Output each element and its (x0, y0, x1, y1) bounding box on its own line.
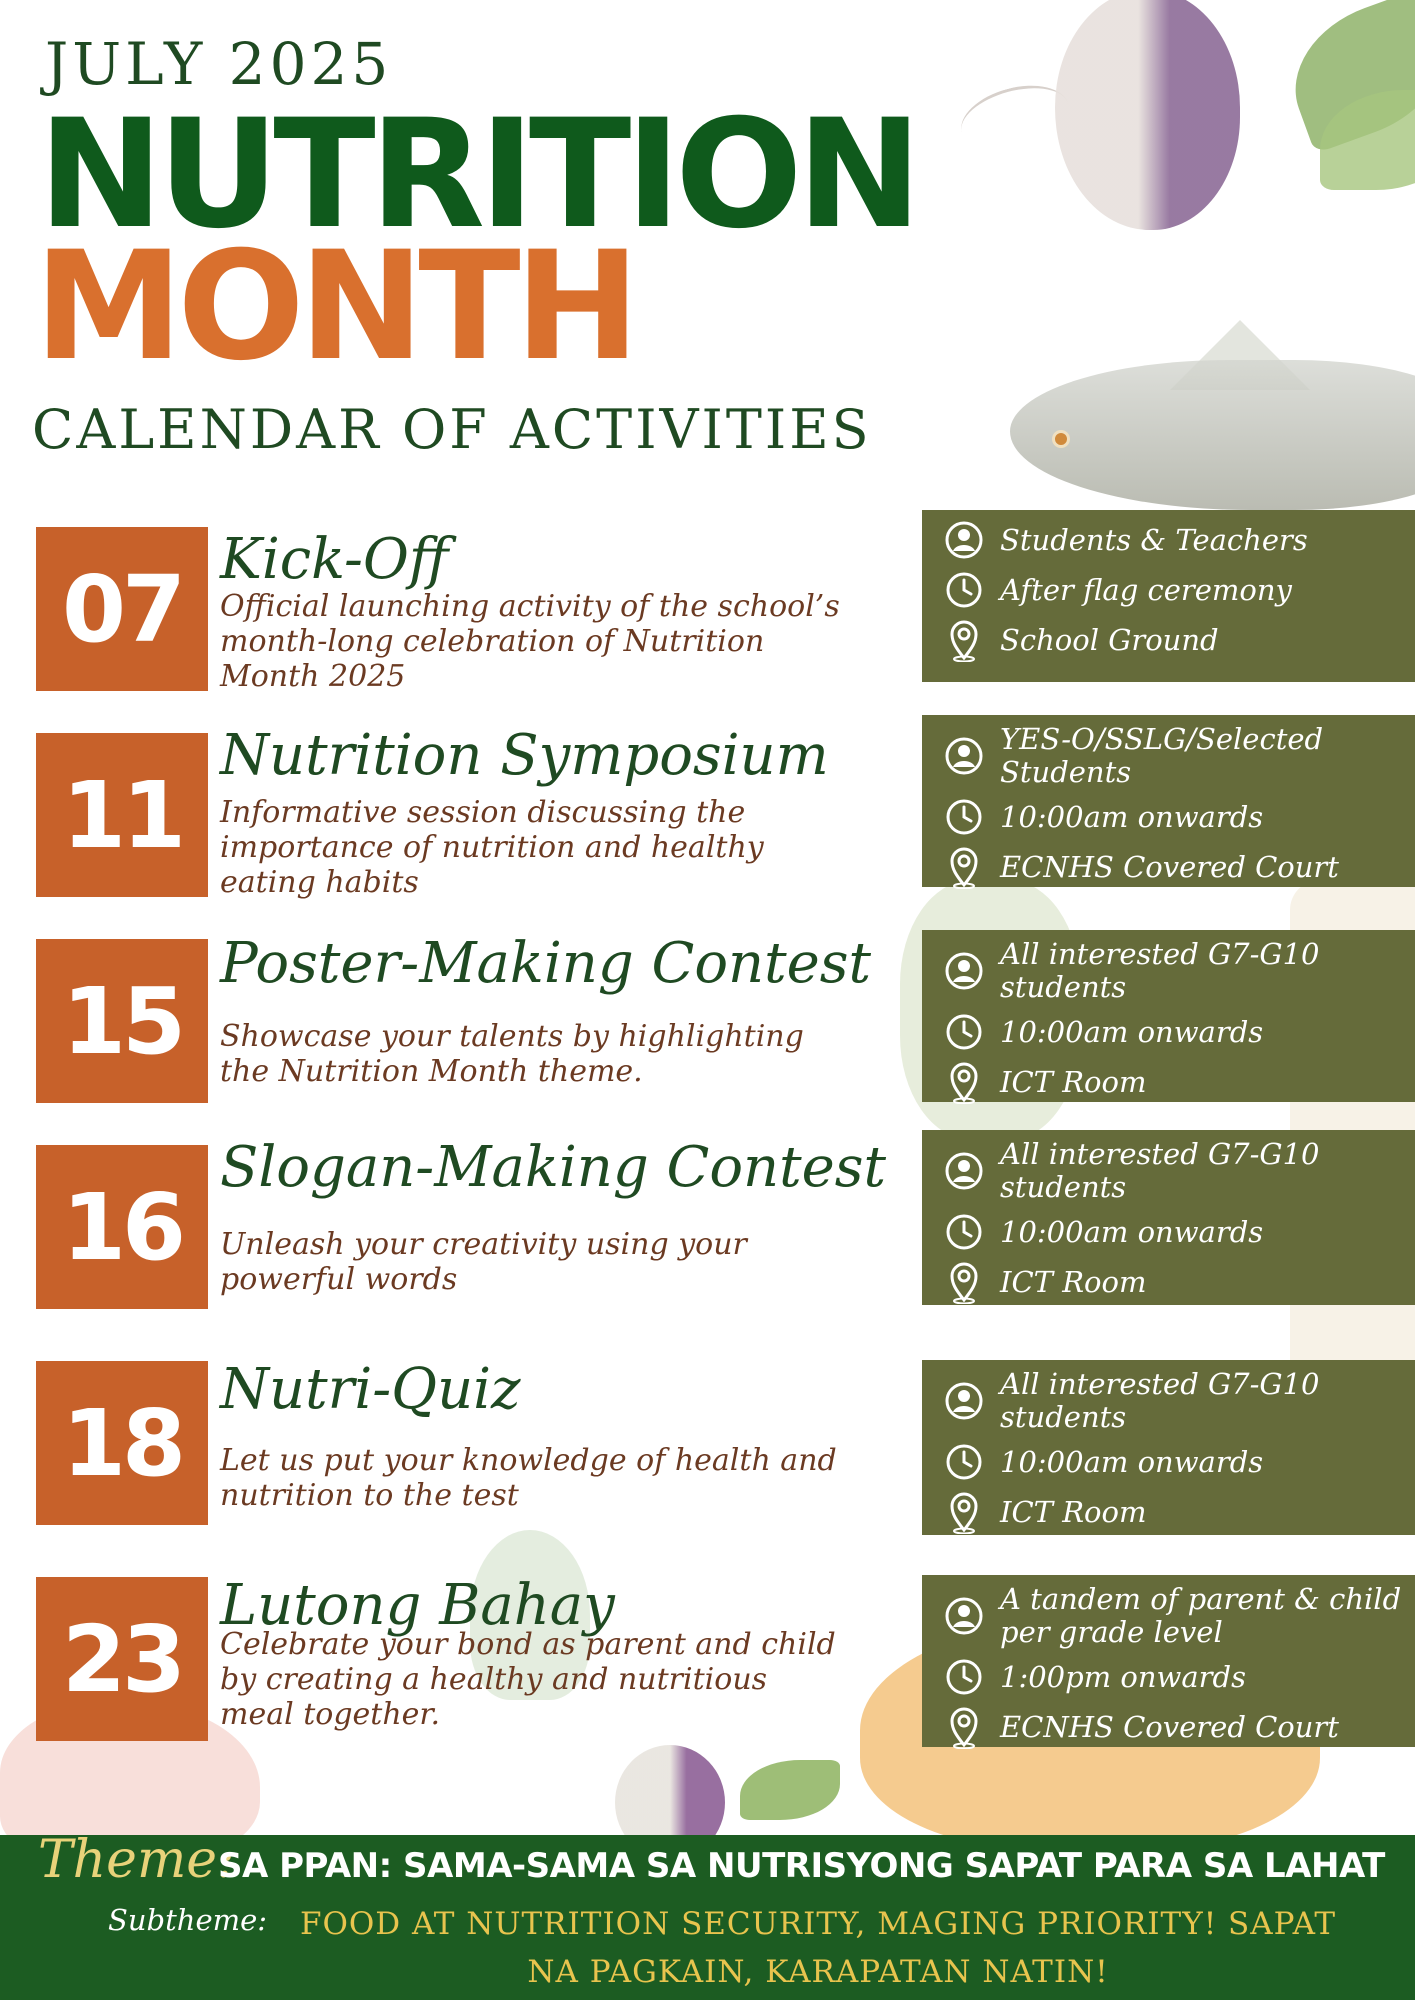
month-label: JULY 2025 (45, 30, 393, 98)
info-row-participants (942, 1368, 1405, 1434)
page-title-line1: NUTRITION (38, 88, 917, 262)
location-pin-icon (942, 1705, 986, 1749)
info-row-time (942, 1440, 1405, 1484)
page-title-line2: MONTH (34, 220, 635, 394)
info-time-text: 10:00am onwards (1000, 1444, 1264, 1479)
person-icon (942, 734, 986, 778)
location-pin-icon (942, 1490, 986, 1534)
person-icon (942, 518, 986, 562)
info-row-venue (942, 1060, 1405, 1104)
info-venue-text: ECNHS Covered Court (1000, 1709, 1339, 1744)
clock-icon (942, 568, 986, 612)
info-participants-text: All interested G7-G10 students (1000, 1137, 1320, 1204)
event-description: Showcase your talents by highlighting the Nutrition Month theme. (220, 1019, 804, 1089)
clock-icon (942, 795, 986, 839)
info-participants-text: A tandem of parent & child per grade level (1000, 1582, 1402, 1649)
info-row-participants (942, 518, 1405, 562)
info-row-time (942, 1655, 1405, 1699)
info-row-time (942, 568, 1405, 612)
info-row-time (942, 1210, 1405, 1254)
event-info-panel (922, 715, 1415, 887)
clock-icon (942, 1440, 986, 1484)
event-date-badge: 23 (36, 1577, 208, 1741)
location-pin-icon (942, 845, 986, 889)
person-icon (942, 1379, 986, 1423)
info-time-text: 10:00am onwards (1000, 1014, 1264, 1049)
info-row-participants (942, 1138, 1405, 1204)
event-description: Unleash your creativity using your powerful words (220, 1227, 747, 1297)
person-icon (942, 1594, 986, 1638)
theme-text: SA PPAN: SAMA-SAMA SA NUTRISYONG SAPAT PARA SA LAHAT (218, 1846, 1385, 1886)
leaf-illustration (740, 1760, 840, 1820)
info-row-venue (942, 1490, 1405, 1534)
fish-illustration (1010, 360, 1415, 510)
clock-icon (942, 1010, 986, 1054)
person-icon (942, 1149, 986, 1193)
person-icon (942, 949, 986, 993)
event-info-panel (922, 1130, 1415, 1305)
event-title: Poster-Making Contest (220, 931, 871, 996)
info-participants-text: All interested G7-G10 students (1000, 1367, 1320, 1434)
info-row-time (942, 795, 1405, 839)
theme-label: Theme: (38, 1830, 235, 1890)
info-row-venue (942, 618, 1405, 662)
info-venue-text: School Ground (1000, 622, 1219, 657)
fish-eye-illustration (1052, 430, 1070, 448)
info-venue-text: ICT Room (1000, 1064, 1147, 1099)
location-pin-icon (942, 1260, 986, 1304)
info-row-participants (942, 723, 1405, 789)
info-time-text: 10:00am onwards (1000, 799, 1264, 834)
event-date-badge: 18 (36, 1361, 208, 1525)
info-venue-text: ICT Room (1000, 1264, 1147, 1299)
event-date-badge: 11 (36, 733, 208, 897)
page-subtitle: CALENDAR OF ACTIVITIES (32, 398, 872, 461)
info-participants-text: YES-O/SSLG/Selected Students (1000, 722, 1324, 789)
event-description: Informative session discussing the importance of nutrition and healthy eating habits (220, 795, 764, 900)
info-row-venue (942, 1260, 1405, 1304)
info-row-venue (942, 1705, 1405, 1749)
event-title: Slogan-Making Contest (220, 1135, 887, 1200)
event-date-badge: 07 (36, 527, 208, 691)
event-date-badge: 16 (36, 1145, 208, 1309)
location-pin-icon (942, 1060, 986, 1104)
turnip-illustration (1055, 0, 1240, 230)
event-description: Official launching activity of the school’s month-long celebration of Nutrition Month 2025 (220, 589, 840, 694)
info-row-participants (942, 1583, 1405, 1649)
subtheme-text: FOOD AT NUTRITION SECURITY, MAGING PRIORITY! SAPAT NA PAGKAIN, KARAPATAN NATIN! (299, 1906, 1337, 1990)
event-info-panel (922, 930, 1415, 1102)
event-info-panel (922, 1360, 1415, 1535)
event-title: Kick-Off (220, 527, 449, 592)
event-description: Celebrate your bond as parent and child by creating a healthy and nutritious meal together. (220, 1627, 836, 1732)
event-title: Lutong Bahay (220, 1573, 615, 1638)
subtheme-label: Subtheme: (108, 1903, 268, 1937)
info-row-venue (942, 845, 1405, 889)
info-time-text: After flag ceremony (1000, 572, 1292, 607)
info-row-participants (942, 938, 1405, 1004)
event-date-badge: 15 (36, 939, 208, 1103)
event-info-panel (922, 1575, 1415, 1747)
info-venue-text: ICT Room (1000, 1494, 1147, 1529)
event-description: Let us put your knowledge of health and nutrition to the test (220, 1443, 837, 1513)
clock-icon (942, 1210, 986, 1254)
event-info-panel (922, 510, 1415, 682)
info-row-time (942, 1010, 1405, 1054)
info-time-text: 1:00pm onwards (1000, 1659, 1246, 1694)
info-time-text: 10:00am onwards (1000, 1214, 1264, 1249)
info-participants-text: All interested G7-G10 students (1000, 937, 1320, 1004)
clock-icon (942, 1655, 986, 1699)
event-title: Nutrition Symposium (220, 723, 829, 788)
info-venue-text: ECNHS Covered Court (1000, 849, 1339, 884)
info-participants-text: Students & Teachers (1000, 522, 1308, 557)
event-title: Nutri-Quiz (220, 1357, 521, 1422)
location-pin-icon (942, 618, 986, 662)
